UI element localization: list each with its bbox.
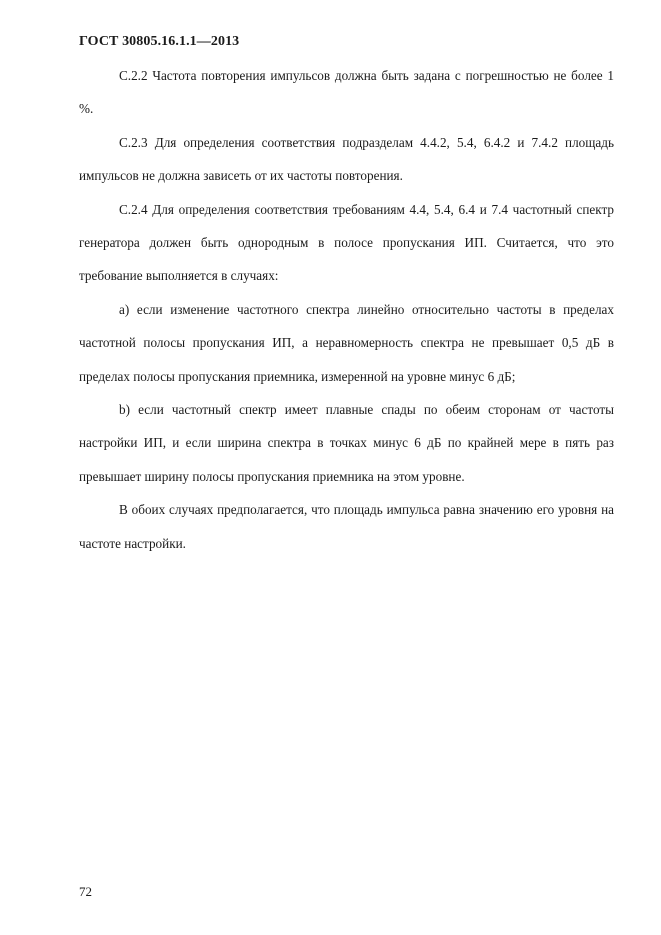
paragraph-case-b: b) если частотный спектр имеет плавные спады по обеим сторонам от частоты настройки ИП, и если ширина спектра в точках минус 6 дБ по крайней мере в пять раз превышает ширину полосы пропускания приемника на этом уровне.: [79, 402, 614, 484]
document-body: [79, 59, 614, 560]
paragraph-c-2-3: С.2.3 Для определения соответствия подразделам 4.4.2, 5.4, 6.4.2 и 7.4.2 площадь импульсов не должна зависеть от их частоты повторения.: [79, 134, 614, 184]
paragraph-c-2-4: С.2.4 Для определения соответствия требованиям 4.4, 5.4, 6.4 и 7.4 частотный спектр генератора должен быть однородным в полосе пропускания ИП. Считается, что это требование выполняется в случаях:: [79, 201, 614, 284]
paragraph-c-2-2: С.2.2 Частота повторения импульсов должна быть задана с погрешностью не более 1 %.: [79, 68, 614, 117]
paragraph-conclusion: В обоих случаях предполагается, что площадь импульса равна значению его уровня на частоте настройки.: [79, 502, 614, 551]
paragraph-case-a: а) если изменение частотного спектра линейно относительно частоты в пределах частотной полосы пропускания ИП, а неравномерность спектра не превышает 0,5 дБ в пределах полосы пропускания приемника, измеренной на уровне минус 6 дБ;: [79, 301, 614, 384]
page-number: 72: [79, 884, 92, 899]
document-header: ГОСТ 30805.16.1.1—2013: [79, 34, 240, 49]
